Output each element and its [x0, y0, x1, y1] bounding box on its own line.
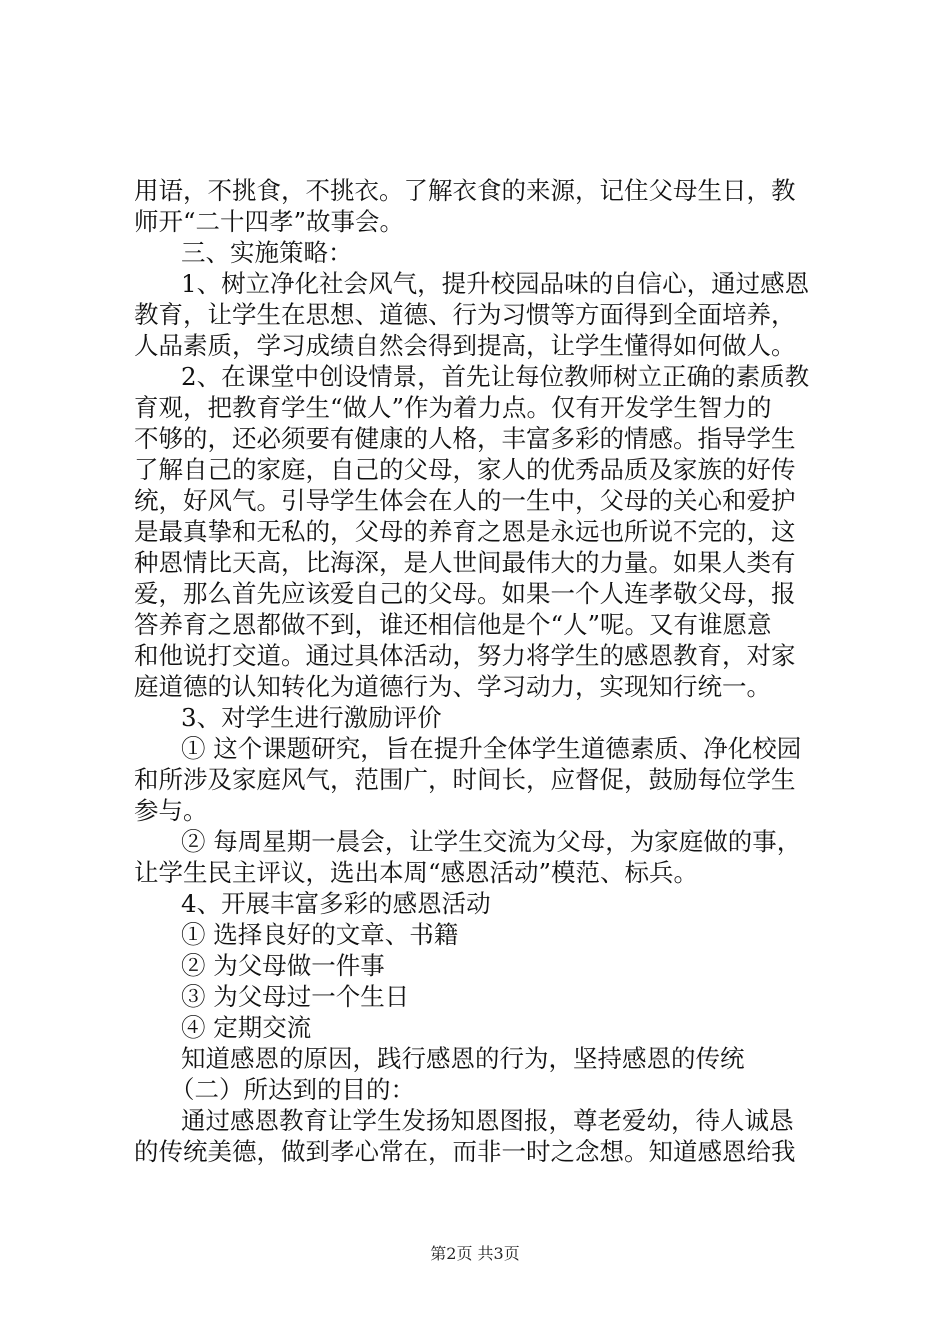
text-line: 是最真挚和无私的，父母的养育之恩是永远也所说不完的，这	[134, 517, 796, 546]
text-line: 人品素质，学习成绩自然会得到提高，让学生懂得如何做人。	[134, 331, 796, 360]
text-line: 的传统美德，做到孝心常在，而非一时之念想。知道感恩给我	[134, 1137, 796, 1166]
text-line: 3、对学生进行激励评价	[181, 703, 442, 732]
document-body	[134, 175, 834, 1167]
text-line: 师开“二十四孝”故事会。	[134, 207, 405, 236]
text-line: ② 为父母做一件事	[181, 951, 385, 980]
text-line: 三、实施策略：	[181, 238, 353, 267]
text-line: 参与。	[134, 796, 208, 825]
text-line: 2、在课堂中创设情景，首先让每位教师树立正确的素质教	[181, 362, 810, 391]
text-line: 4、开展丰富多彩的感恩活动	[181, 889, 491, 918]
text-line: 和他说打交道。通过具体活动，努力将学生的感恩教育，对家	[134, 641, 796, 670]
text-line: 用语，不挑食，不挑衣。了解衣食的来源，记住父母生日，教	[134, 176, 796, 205]
text-line: ④ 定期交流	[181, 1013, 312, 1042]
text-line: 种恩情比天高，比海深，是人世间最伟大的力量。如果人类有	[134, 548, 796, 577]
text-line: ③ 为父母过一个生日	[181, 982, 410, 1011]
text-line: 1、树立净化社会风气，提升校园品味的自信心，通过感恩	[181, 269, 810, 298]
page-footer: 第2页 共3页	[430, 1244, 520, 1263]
text-line: 了解自己的家庭，自己的父母，家人的优秀品质及家族的好传	[134, 455, 796, 484]
text-line: 教育，让学生在思想、道德、行为习惯等方面得到全面培养，	[134, 300, 796, 329]
text-line: 答养育之恩都做不到，谁还相信他是个“人”呢。又有谁愿意	[134, 610, 772, 639]
text-line: 统，好风气。引导学生体会在人的一生中，父母的关心和爱护	[134, 486, 796, 515]
text-line: 通过感恩教育让学生发扬知恩图报，尊老爱幼，待人诚恳	[181, 1106, 794, 1135]
text-line: ② 每周星期一晨会，让学生交流为父母，为家庭做的事，	[181, 827, 802, 856]
text-line: ① 这个课题研究，旨在提升全体学生道德素质、净化校园	[181, 734, 802, 763]
text-line: ① 选择良好的文章、书籍	[181, 920, 459, 949]
text-line: 和所涉及家庭风气，范围广，时间长，应督促，鼓励每位学生	[134, 765, 796, 794]
text-line: 爱，那么首先应该爱自己的父母。如果一个人连孝敬父母，报	[134, 579, 796, 608]
text-line: 不够的，还必须要有健康的人格，丰富多彩的情感。指导学生	[134, 424, 796, 453]
text-line: 育观，把教育学生“做人”作为着力点。仅有开发学生智力的	[134, 393, 772, 422]
text-line: （二）所达到的目的：	[170, 1075, 415, 1104]
text-line: 知道感恩的原因，践行感恩的行为，坚持感恩的传统	[181, 1044, 745, 1073]
text-line: 庭道德的认知转化为道德行为、学习动力，实现知行统一。	[134, 672, 771, 701]
text-line: 让学生民主评议，选出本周“感恩活动”模范、标兵。	[134, 858, 699, 887]
